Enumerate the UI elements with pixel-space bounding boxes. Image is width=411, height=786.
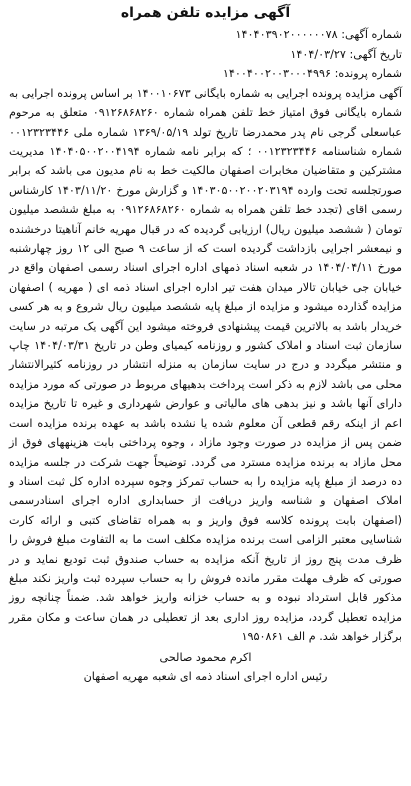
case-number: شماره پرونده: ۱۴۰۰۴۰۰۲۰۰۳۰۰۰۴۹۹۶ xyxy=(222,67,402,81)
signatory-name: اکرم محمود صالحی xyxy=(159,650,252,664)
signature-block xyxy=(9,648,402,687)
notice-number: شماره آگهی: ۱۴۰۴۰۳۹۰۲۰۰۰۰۰۰۷۸ xyxy=(235,28,402,41)
notice-body: آگهی مزایده پرونده اجرایی به شماره بایگانی ۱۴۰۰۱۰۶۷۳ بر اساس پرونده اجرایی به شماره بایگانی فوق امتیاز خط تلفن همراه شماره ۰۹۱۲۶۸۶۸۲۶۰ متعلق به مرحوم عباسعلی گرجی نام پدر محمدرضا تاریخ تولد ۱۳۶۹/۰۵/۱۹ شماره ملی ۰۰۱۲۳۲۳۴۴۶ شماره شناسنامه ۰۰۱۲۳۲۳۴۴۶ ؛ که برابر نامه شماره ۱۴۰۴۰۵۰۰۲۰۰۴۱۹۴ مدیریت مشترکین و متقاضیان مخابرات اصفهان مالکیت خط به نام مدیون می باشد که برابر صورتجلسه تحت وارده ۱۴۰۳۰۵۰۰۲۰۰۲۰۳۱۹۴ و گزارش مورخ ۱۴۰۳/۱۱/۲۰ کارشناس رسمی اقای (تجدد خط تلفن همراه به شماره ۰۹۱۲۶۸۶۸۲۶۰ به مبلغ ششصد میلیون تومان ( ششصد میلیون ریال) ارزیابی گردیده که در قبال مهریه خانم آناهیتا درخشنده و نیمعشر اجرایی بازداشت گردیده است که از ساعت ۹ صبح الی ۱۲ روز چهارشنبه مورخ ۱۴۰۴/۰۴/۱۱ در شعبه اسناد ذمهای اداره اجرای اسناد رسمی اصفهان واقع در خیابان جی خیابان تالار میدان هفت تیر اداره اجرای اسناد ذمه ای ( مهریه ) اصفهان مزایده گذارده میشود و مزایده از مبلغ پایه ششصد میلیون ریال شروع و به هر کسی خریدار باشد به بالاترین قیمت پیشنهادی فروخته میشود این آگهی یک مرتبه در سایت سازمان ثبت اسناد و املاک کشور و روزنامه کیمیای وطن در تاریخ ۱۴۰۴/۰۳/۳۱ چاپ و منتشر میگردد و درج در سایت سازمان به منزله انتشار در روزنامه کثیرالانتشار محلی می باشد لازم به ذکر است پرداخت بدهیهای مربوط در صورتی که مورد مزایده دارای آنها باشد و نیز بدهی های مالیاتی و عوارض شهرداری و غیره تا تاریخ مزایده اعم از اینکه رقم قطعی آن معلوم شده یا نشده باشد به عهده برنده مزایده است ضمن پس از مزایده در صورت وجود مازاد ، وجوه پرداختی بابت هزینههای فوق از محل مازاد به برنده مزایده مسترد می گردد. توضیحاً جهت شرکت در جلسه مزایده ده درصد از مبلغ پایه مزایده را به حساب تمرکز وجوه سپرده اداره کل ثبت اسناد و املاک اصفهان و شناسه واریز دریافت از حسابداری اداره اجرای اسنادرسمی (اصفهان بابت پرونده کلاسه فوق واریز و به همراه تقاضای کتبی و ارائه کارت شناسایی معتبر الزامی است برنده مزایده مکلف است ما به التفاوت مبلغ فروش را ظرف مدت پنج روز از تاریخ آنکه مزایده به حساب صندوق ثبت تودیع نماید و در صورتی که ظرف مهلت مقرر مانده فروش را به حساب سپرده ثبت واریز نکند مبلغ مذکور قابل استرداد نبوده و به حساب خزانه واریز خواهد شد. ضمناً چنانچه روز مزایده تعطیل گردد، مزایده روز اداری بعد از تعطیلی در همان ساعت و مکان مقرر برگزار خواهد شد. م الف ۱۹۵۰۸۶۱ xyxy=(9,86,403,644)
notice-title: آگهی مزایده تلفن همراه xyxy=(120,5,291,21)
notice-meta xyxy=(9,25,402,84)
signatory-role: رئیس اداره اجرای اسناد ذمه ای شعبه مهریه اصفهان xyxy=(83,670,328,684)
notice-date: تاریخ آگهی: ۱۴۰۴/۰۳/۲۷ xyxy=(290,47,402,61)
